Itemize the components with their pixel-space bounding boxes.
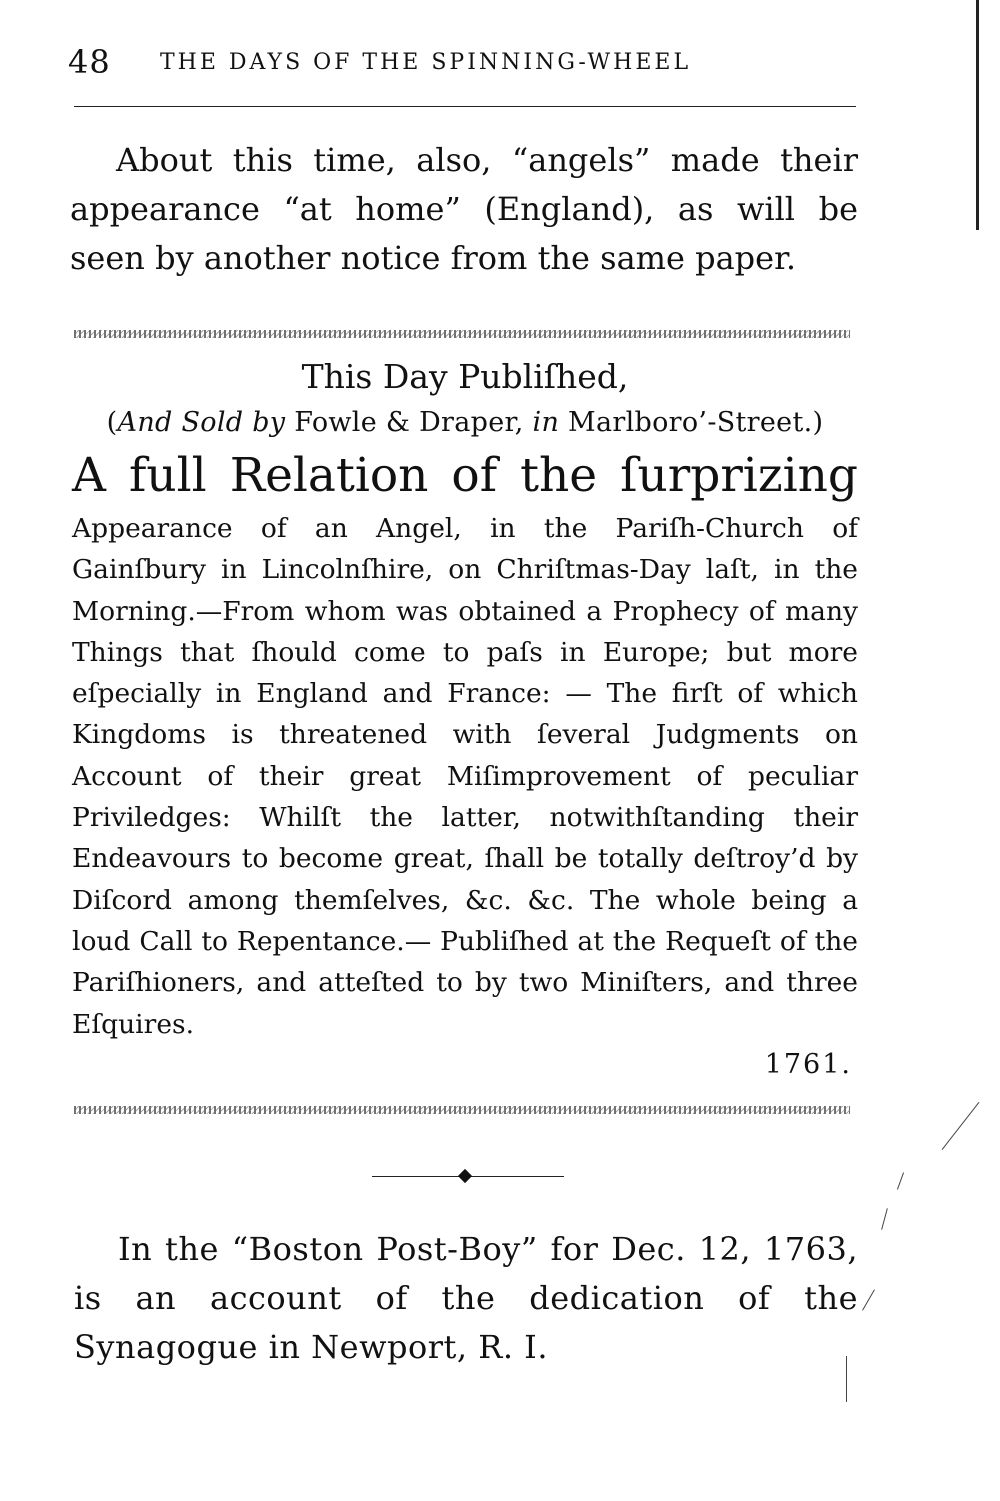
newspaper-notice <box>72 352 858 1085</box>
notice-date: 1761. <box>764 1048 852 1080</box>
section-divider <box>372 1170 564 1184</box>
closing-paragraph: In the “Boston Post-Boy” for Dec. 12, 1763, is an account of the dedication of the Synagogue in Newport, R. I. <box>74 1230 858 1366</box>
ornamental-border-bottom <box>74 1106 850 1114</box>
pencil-mark <box>846 1356 847 1402</box>
sellers: Fowle & Draper, <box>294 407 524 438</box>
header-rule <box>74 106 856 107</box>
pencil-mark <box>881 1208 888 1230</box>
notice-heading: This Day Publiſhed, <box>301 357 629 396</box>
notice-sold-by <box>72 402 858 444</box>
sold-by-label: And Sold by <box>117 407 286 438</box>
diamond-ornament-icon <box>458 1169 472 1183</box>
page-number: 48 <box>68 43 111 81</box>
intro-paragraph: About this time, also, “angels” made their appearance “at home” (England), as will be seen by another notice from the same paper. <box>70 141 858 277</box>
pencil-mark <box>862 1289 875 1310</box>
notice-body: Appearance of an Angel, in the Pariſh-Church of Gainſbury in Lincolnſhire, on Chriſtmas-Day laſt, in the Morning.—From whom was obtained a Prophecy of many Things that ſhould come to paſs in Europe; but more eſpecially in England and France: — The firſt of which Kingdoms is threatened with ſeveral Judgments on Account of their great Miſimprovement of peculiar Priviledges: Whilſt the latter, notwithſtanding their Endeavours to become great, ſhall be totally deſtroy’d by Diſcord among themſelves, &c. &c. The whole being a loud Call to Repentance.— Publiſhed at the Requeſt of the Pariſhioners, and atteſted to by two Miniſters, and three Eſquires. <box>72 513 858 1040</box>
sold-in-label: in <box>532 407 560 438</box>
pencil-mark <box>897 1172 904 1189</box>
notice-title: A full Relation of the ſurprizing <box>72 448 858 503</box>
ornamental-border-top <box>74 330 850 338</box>
pencil-mark <box>942 1102 980 1150</box>
sold-by-open-paren: ( <box>106 407 118 438</box>
page-header <box>68 42 858 82</box>
sold-location: Marlboro’-Street.) <box>568 407 824 438</box>
running-title: THE DAYS OF THE SPINNING-WHEEL <box>160 50 692 75</box>
scan-edge-mark <box>976 0 979 230</box>
